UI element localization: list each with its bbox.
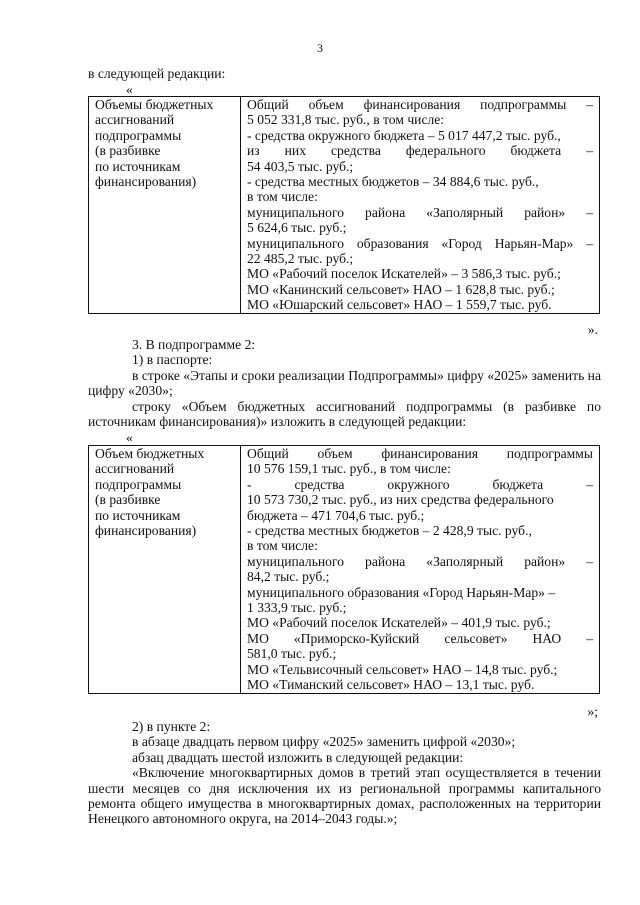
table1-right-line: 54 403,5 тыс. руб.; <box>247 158 354 174</box>
table2-right-line: 581,0 тыс. руб.; <box>247 646 337 662</box>
table1-right-line: муниципального района «Заполярный район» – <box>247 204 593 220</box>
table2-right-line: 10 573 730,2 тыс. руб., из них средства федерального <box>247 492 554 508</box>
table1-left-cell <box>89 97 241 314</box>
item-2-para-1: в абзаце двадцать первом цифру «2025» заменить цифрой «2030»; <box>132 734 516 750</box>
table2-right-line: МО «Тельвисочный сельсовет» НАО – 14,8 тыс. руб.; <box>247 661 558 677</box>
table2-right-line: 1 333,9 тыс. руб.; <box>247 600 347 616</box>
table2-right-line: муниципального района «Заполярный район» – <box>247 553 593 569</box>
table1-left-line: Объемы бюджетных <box>95 97 214 112</box>
table2-right-line: - средства окружного бюджета – <box>247 476 593 492</box>
table1-right-line: из них средства федерального бюджета – <box>247 143 593 159</box>
table1-left-line: ассигнований <box>95 112 175 128</box>
page-number: 3 <box>317 41 323 55</box>
opening-quote-2: « <box>126 430 133 445</box>
section-3-item-1: 1) в паспорте: <box>132 352 213 368</box>
table1-right-line: МО «Рабочий поселок Искателей» – 3 586,3 тыс. руб.; <box>247 266 561 282</box>
section-3 <box>88 337 601 429</box>
item-2-quote: «Включение многоквартирных домов в третий этап осуществляется в течении шести месяцев со дня исключения их из региональной программы капитального ремонта общего имущества в многоквартирных домах, расположенных на территории Ненецкого автономного округа, на 2014–2043 годы.»; <box>88 765 601 827</box>
table2-right-line: бюджета – 471 704,6 тыс. руб.; <box>247 507 425 523</box>
table2-left-line: Объем бюджетных <box>95 446 205 461</box>
table2-right-line: муниципального образования «Город Нарьян-Мар» – <box>247 584 556 600</box>
table2-left-cell <box>89 446 241 694</box>
section-3-para-1: в строке «Этапы и сроки реализации Подпрограммы» цифру «2025» заменить на цифру «2030»; <box>88 367 601 399</box>
table1-right-line: 5 624,6 тыс. руб.; <box>247 220 347 236</box>
table1-right-line: 22 485,2 тыс. руб.; <box>247 251 354 267</box>
table1-right-line: Общий объем финансирования подпрограммы – <box>247 97 593 112</box>
table2-right-line: в том числе: <box>247 538 318 554</box>
table2-left-line: по источникам <box>95 507 181 523</box>
section-3-heading: 3. В подпрограмме 2: <box>132 337 256 352</box>
table2-right-line: 84,2 тыс. руб.; <box>247 569 330 585</box>
table2-left-line: (в разбивке <box>95 492 161 508</box>
item-2 <box>88 719 601 827</box>
table2-right-line: 10 576 159,1 тыс. руб., в том числе: <box>247 461 451 477</box>
closing-quote-1: ». <box>587 322 598 337</box>
section-3-para-2: строку «Объем бюджетных ассигнований подпрограммы (в разбивке по источникам финансирования)» изложить в следующей редакции: <box>88 398 601 430</box>
item-2-heading: 2) в пункте 2: <box>132 719 211 734</box>
table2-right-line: - средства местных бюджетов – 2 428,9 тыс. руб., <box>247 523 532 539</box>
table1-left-line: финансирования) <box>95 174 197 190</box>
table1-right-line: в том числе: <box>247 189 318 205</box>
table2-left-line: финансирования) <box>95 523 197 539</box>
table1-right-line: - средства местных бюджетов – 34 884,6 тыс. руб., <box>247 174 539 190</box>
table2-right-line: Общий объем финансирования подпрограммы <box>247 446 593 461</box>
table1-left-line: по источникам <box>95 158 181 174</box>
table2-right-cell <box>241 446 600 694</box>
table1-left-line: подпрограммы <box>95 127 182 143</box>
table2-right-line: МО «Тиманский сельсовет» НАО – 13,1 тыс. руб. <box>247 677 535 693</box>
table1-right-line: МО «Юшарский сельсовет» НАО – 1 559,7 тыс. руб. <box>247 297 552 313</box>
table1-right-line: - средства окружного бюджета – 5 017 447,2 тыс. руб., <box>247 127 561 143</box>
table2-left-line: ассигнований <box>95 461 175 477</box>
opening-quote-1: « <box>126 82 133 97</box>
table1-right-cell <box>241 97 600 314</box>
item-2-para-2: абзац двадцать шестой изложить в следующей редакции: <box>132 749 464 765</box>
table2-right-line: МО «Рабочий поселок Искателей» – 401,9 тыс. руб.; <box>247 615 551 631</box>
table1-right-line: муниципального образования «Город Нарьян-Мар» – <box>247 235 593 251</box>
intro-text: в следующей редакции: <box>88 66 226 81</box>
closing-quote-2: »; <box>587 704 598 719</box>
table1-right-line: 5 052 331,8 тыс. руб., в том числе: <box>247 112 445 128</box>
budget-table-1 <box>88 96 600 314</box>
table2-left-line: подпрограммы <box>95 476 182 492</box>
table2-right-line: МО «Приморско-Куйский сельсовет» НАО – <box>247 630 593 646</box>
table1-left-line: (в разбивке <box>95 143 161 159</box>
table1-right-line: МО «Канинский сельсовет» НАО – 1 628,8 тыс. руб.; <box>247 281 555 297</box>
budget-table-2 <box>88 445 600 694</box>
